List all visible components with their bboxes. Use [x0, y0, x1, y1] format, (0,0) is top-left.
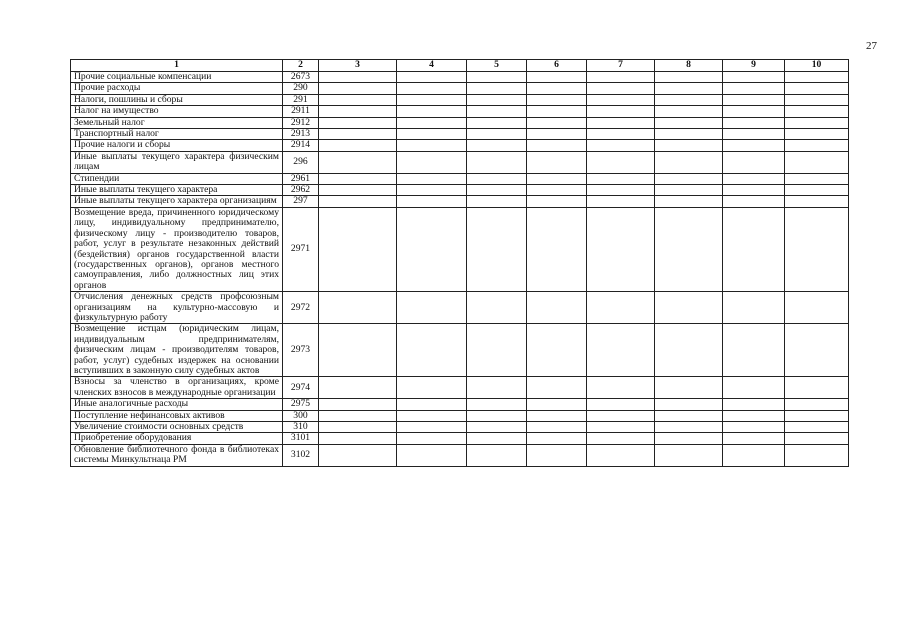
table-row: [71, 140, 849, 151]
table-row: [71, 117, 849, 128]
empty-cell: [319, 444, 397, 466]
empty-cell: [527, 94, 587, 105]
page-number: 27: [866, 40, 877, 52]
empty-cell: [655, 151, 723, 173]
empty-cell: [319, 117, 397, 128]
empty-cell: [723, 83, 785, 94]
table-row: [71, 444, 849, 466]
empty-cell: [655, 422, 723, 433]
empty-cell: [655, 140, 723, 151]
empty-cell: [785, 140, 849, 151]
empty-cell: [467, 433, 527, 444]
empty-cell: [723, 173, 785, 184]
empty-cell: [785, 324, 849, 377]
empty-cell: [527, 72, 587, 83]
empty-cell: [397, 433, 467, 444]
empty-cell: [319, 324, 397, 377]
table-row: [71, 151, 849, 173]
empty-cell: [723, 207, 785, 291]
row-code: 2973: [283, 324, 319, 377]
empty-cell: [319, 292, 397, 324]
empty-cell: [467, 196, 527, 207]
empty-cell: [527, 173, 587, 184]
table-row: [71, 207, 849, 291]
empty-cell: [655, 129, 723, 140]
empty-cell: [397, 444, 467, 466]
table-row: [71, 292, 849, 324]
empty-cell: [587, 207, 655, 291]
empty-cell: [655, 292, 723, 324]
empty-cell: [785, 410, 849, 421]
row-code: 2975: [283, 399, 319, 410]
empty-cell: [655, 444, 723, 466]
column-header: 4: [397, 60, 467, 72]
empty-cell: [785, 94, 849, 105]
empty-cell: [397, 117, 467, 128]
row-code: 297: [283, 196, 319, 207]
row-code: 3102: [283, 444, 319, 466]
empty-cell: [319, 140, 397, 151]
row-name: Транспортный налог: [71, 129, 283, 140]
row-code: 2673: [283, 72, 319, 83]
empty-cell: [785, 151, 849, 173]
row-code: 300: [283, 410, 319, 421]
empty-cell: [785, 422, 849, 433]
empty-cell: [527, 117, 587, 128]
empty-cell: [587, 117, 655, 128]
column-header: 9: [723, 60, 785, 72]
empty-cell: [319, 173, 397, 184]
column-header: 6: [527, 60, 587, 72]
table-row: [71, 410, 849, 421]
table-row: [71, 83, 849, 94]
empty-cell: [655, 377, 723, 399]
empty-cell: [785, 117, 849, 128]
empty-cell: [723, 185, 785, 196]
empty-cell: [319, 196, 397, 207]
empty-cell: [467, 129, 527, 140]
row-code: 2974: [283, 377, 319, 399]
empty-cell: [723, 410, 785, 421]
table-row: [71, 377, 849, 399]
row-name: Налоги, пошлины и сборы: [71, 94, 283, 105]
table-body: [71, 72, 849, 467]
empty-cell: [723, 140, 785, 151]
empty-cell: [587, 140, 655, 151]
row-code: 310: [283, 422, 319, 433]
empty-cell: [397, 173, 467, 184]
empty-cell: [319, 399, 397, 410]
empty-cell: [319, 72, 397, 83]
empty-cell: [467, 207, 527, 291]
empty-cell: [587, 444, 655, 466]
empty-cell: [587, 106, 655, 117]
empty-cell: [467, 444, 527, 466]
empty-cell: [723, 444, 785, 466]
row-name: Налог на имущество: [71, 106, 283, 117]
empty-cell: [397, 377, 467, 399]
empty-cell: [587, 151, 655, 173]
table-row: [71, 129, 849, 140]
empty-cell: [587, 173, 655, 184]
empty-cell: [527, 207, 587, 291]
empty-cell: [785, 72, 849, 83]
row-name: Иные выплаты текущего характера: [71, 185, 283, 196]
empty-cell: [527, 422, 587, 433]
table-row: [71, 422, 849, 433]
header-row: [71, 60, 849, 72]
row-name: Земельный налог: [71, 117, 283, 128]
empty-cell: [467, 83, 527, 94]
empty-cell: [655, 185, 723, 196]
empty-cell: [655, 83, 723, 94]
empty-cell: [785, 129, 849, 140]
row-code: 2914: [283, 140, 319, 151]
empty-cell: [785, 433, 849, 444]
empty-cell: [587, 410, 655, 421]
empty-cell: [587, 433, 655, 444]
empty-cell: [397, 207, 467, 291]
empty-cell: [527, 377, 587, 399]
row-code: 2913: [283, 129, 319, 140]
row-code: 2961: [283, 173, 319, 184]
table-row: [71, 185, 849, 196]
row-code: 290: [283, 83, 319, 94]
empty-cell: [587, 94, 655, 105]
empty-cell: [723, 106, 785, 117]
empty-cell: [527, 196, 587, 207]
column-header: 2: [283, 60, 319, 72]
row-name: Прочие социальные компенсации: [71, 72, 283, 83]
empty-cell: [319, 106, 397, 117]
empty-cell: [467, 151, 527, 173]
empty-cell: [785, 399, 849, 410]
empty-cell: [319, 83, 397, 94]
empty-cell: [397, 94, 467, 105]
empty-cell: [527, 292, 587, 324]
empty-cell: [655, 106, 723, 117]
empty-cell: [587, 324, 655, 377]
row-code: 2962: [283, 185, 319, 196]
empty-cell: [785, 196, 849, 207]
empty-cell: [527, 151, 587, 173]
empty-cell: [527, 433, 587, 444]
empty-cell: [785, 207, 849, 291]
row-code: 3101: [283, 433, 319, 444]
empty-cell: [319, 185, 397, 196]
empty-cell: [723, 433, 785, 444]
table-row: [71, 399, 849, 410]
empty-cell: [785, 292, 849, 324]
empty-cell: [397, 106, 467, 117]
empty-cell: [397, 83, 467, 94]
empty-cell: [319, 94, 397, 105]
empty-cell: [319, 151, 397, 173]
empty-cell: [723, 129, 785, 140]
empty-cell: [785, 83, 849, 94]
empty-cell: [467, 106, 527, 117]
empty-cell: [723, 72, 785, 83]
empty-cell: [527, 444, 587, 466]
empty-cell: [587, 129, 655, 140]
row-name: Увеличение стоимости основных средств: [71, 422, 283, 433]
empty-cell: [587, 83, 655, 94]
empty-cell: [655, 94, 723, 105]
empty-cell: [527, 83, 587, 94]
row-name: Возмещение вреда, причиненного юридическому лицу, индивидуальному предпринимателю, физическому лицу - производителю товаров, работ, услуг в результате незаконных действий (бездействия) органов государственной власти (государственных органов), органов местного самоуправления, либо должностных лиц этих органов: [71, 207, 283, 291]
empty-cell: [467, 94, 527, 105]
empty-cell: [655, 207, 723, 291]
row-name: Стипендии: [71, 173, 283, 184]
empty-cell: [527, 399, 587, 410]
empty-cell: [785, 185, 849, 196]
row-name: Обновление библиотечного фонда в библиотеках системы Минкультнаца РМ: [71, 444, 283, 466]
row-code: 2912: [283, 117, 319, 128]
empty-cell: [527, 106, 587, 117]
column-header: 10: [785, 60, 849, 72]
row-code: 2972: [283, 292, 319, 324]
empty-cell: [319, 377, 397, 399]
empty-cell: [397, 422, 467, 433]
row-name: Приобретение оборудования: [71, 433, 283, 444]
row-name: Иные выплаты текущего характера физическим лицам: [71, 151, 283, 173]
row-name: Возмещение истцам (юридическим лицам, индивидуальным предпринимателям, физическим лицам - производителям товаров, работ, услуг) судебных издержек на основании вступивших в законную силу судебных актов: [71, 324, 283, 377]
empty-cell: [397, 399, 467, 410]
empty-cell: [319, 422, 397, 433]
empty-cell: [655, 173, 723, 184]
row-code: 291: [283, 94, 319, 105]
row-name: Отчисления денежных средств профсоюзным организациям на культурно-массовую и физкультурную работу: [71, 292, 283, 324]
row-name: Взносы за членство в организациях, кроме членских взносов в международные организации: [71, 377, 283, 399]
table-row: [71, 94, 849, 105]
empty-cell: [655, 72, 723, 83]
table-row: [71, 433, 849, 444]
empty-cell: [527, 324, 587, 377]
empty-cell: [467, 173, 527, 184]
empty-cell: [397, 140, 467, 151]
empty-cell: [785, 173, 849, 184]
empty-cell: [397, 185, 467, 196]
empty-cell: [785, 444, 849, 466]
empty-cell: [467, 72, 527, 83]
empty-cell: [467, 117, 527, 128]
empty-cell: [397, 410, 467, 421]
empty-cell: [723, 151, 785, 173]
table-row: [71, 106, 849, 117]
empty-cell: [587, 292, 655, 324]
empty-cell: [467, 377, 527, 399]
row-name: Иные выплаты текущего характера организациям: [71, 196, 283, 207]
empty-cell: [655, 117, 723, 128]
empty-cell: [319, 433, 397, 444]
empty-cell: [723, 117, 785, 128]
empty-cell: [723, 292, 785, 324]
empty-cell: [655, 410, 723, 421]
budget-table: [70, 59, 849, 467]
empty-cell: [655, 196, 723, 207]
empty-cell: [467, 422, 527, 433]
empty-cell: [527, 129, 587, 140]
row-code: 2911: [283, 106, 319, 117]
empty-cell: [723, 324, 785, 377]
empty-cell: [319, 410, 397, 421]
empty-cell: [467, 140, 527, 151]
column-header: 5: [467, 60, 527, 72]
row-code: 2971: [283, 207, 319, 291]
column-header: 1: [71, 60, 283, 72]
empty-cell: [587, 422, 655, 433]
empty-cell: [397, 72, 467, 83]
empty-cell: [785, 377, 849, 399]
table-row: [71, 72, 849, 83]
row-name: Прочие налоги и сборы: [71, 140, 283, 151]
empty-cell: [467, 410, 527, 421]
empty-cell: [587, 399, 655, 410]
row-code: 296: [283, 151, 319, 173]
empty-cell: [397, 151, 467, 173]
empty-cell: [587, 185, 655, 196]
empty-cell: [785, 106, 849, 117]
column-header: 3: [319, 60, 397, 72]
empty-cell: [723, 399, 785, 410]
empty-cell: [587, 196, 655, 207]
empty-cell: [397, 129, 467, 140]
empty-cell: [467, 324, 527, 377]
row-name: Иные аналогичные расходы: [71, 399, 283, 410]
empty-cell: [397, 196, 467, 207]
empty-cell: [527, 185, 587, 196]
empty-cell: [655, 399, 723, 410]
empty-cell: [655, 324, 723, 377]
empty-cell: [587, 377, 655, 399]
row-name: Поступление нефинансовых активов: [71, 410, 283, 421]
table-row: [71, 324, 849, 377]
empty-cell: [397, 324, 467, 377]
column-header: 7: [587, 60, 655, 72]
table-row: [71, 196, 849, 207]
empty-cell: [397, 292, 467, 324]
empty-cell: [467, 185, 527, 196]
empty-cell: [723, 377, 785, 399]
empty-cell: [319, 207, 397, 291]
column-header: 8: [655, 60, 723, 72]
empty-cell: [587, 72, 655, 83]
empty-cell: [319, 129, 397, 140]
empty-cell: [723, 94, 785, 105]
empty-cell: [527, 140, 587, 151]
empty-cell: [467, 292, 527, 324]
row-name: Прочие расходы: [71, 83, 283, 94]
empty-cell: [723, 196, 785, 207]
empty-cell: [467, 399, 527, 410]
table-row: [71, 173, 849, 184]
empty-cell: [527, 410, 587, 421]
empty-cell: [723, 422, 785, 433]
empty-cell: [655, 433, 723, 444]
